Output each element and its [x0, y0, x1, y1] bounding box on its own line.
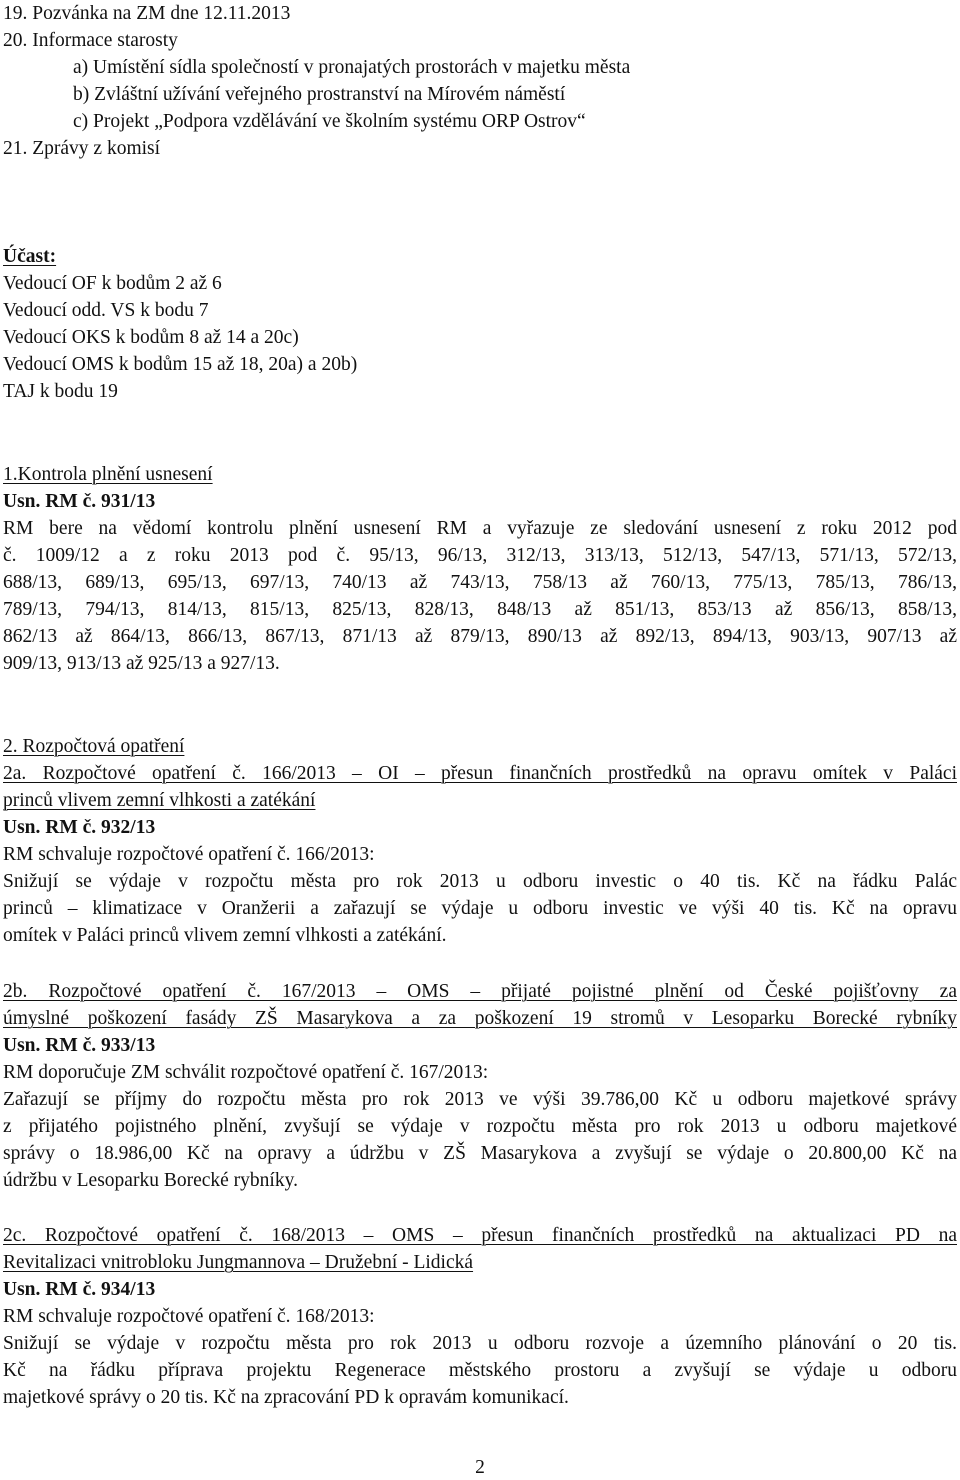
- section-1-resolution-number: Usn. RM č. 931/13: [3, 491, 156, 512]
- agenda-item-20b: b) Zvláštní užívání veřejného prostranství na Mírovém náměstí: [73, 84, 566, 105]
- measure-2c-title-cont: Revitalizaci vnitrobloku Jungmannova – Družební - Lidická: [3, 1252, 474, 1273]
- measure-2a-text-line: Snižují se výdaje v rozpočtu města pro rok 2013 u odboru investic o 40 tis. Kč na řádku Palác: [3, 871, 957, 892]
- measure-2c-resolution: RM schvaluje rozpočtové opatření č. 168/2013:: [3, 1306, 375, 1327]
- attendance-line: Vedoucí OKS k bodům 8 až 14 a 20c): [3, 327, 299, 348]
- attendance-heading: Účast:: [3, 246, 57, 267]
- measure-2a-text-line: omítek v Paláci princů vlivem zemní vlhkosti a zatékání.: [3, 925, 447, 946]
- page-number: 2: [475, 1457, 485, 1478]
- section-2-heading: 2. Rozpočtová opatření: [3, 736, 185, 757]
- agenda-item-20a: a) Umístění sídla společností v pronajatých prostorách v majetku města: [73, 57, 631, 78]
- measure-2b-text-line: údržbu v Lesoparku Borecké rybníky.: [3, 1170, 298, 1191]
- measure-2c-resolution-number: Usn. RM č. 934/13: [3, 1279, 156, 1300]
- agenda-item-19: 19. Pozvánka na ZM dne 12.11.2013: [3, 3, 291, 24]
- agenda-item-20c: c) Projekt „Podpora vzdělávání ve školním systému ORP Ostrov“: [73, 111, 586, 132]
- measure-2b-resolution-number: Usn. RM č. 933/13: [3, 1035, 156, 1056]
- section-1-text-line: 789/13, 794/13, 814/13, 815/13, 825/13, 828/13, 848/13 až 851/13, 853/13 až 856/13, 858/13,: [3, 599, 957, 620]
- measure-2b-title-cont: úmyslné poškození fasády ZŠ Masarykova a za poškození 19 stromů v Lesoparku Borecké rybníky: [3, 1008, 957, 1029]
- measure-2c-text-line: majetkové správy o 20 tis. Kč na zpracování PD k opravám komunikací.: [3, 1387, 569, 1408]
- measure-2b-text-line: z přijatého pojistného plnění, zvyšují se výdaje v rozpočtu města pro rok 2013 u odboru majetkové: [3, 1116, 957, 1137]
- measure-2c-text-line: Snižují se výdaje v rozpočtu města pro rok 2013 u odboru rozvoje a územního plánování o 20 tis.: [3, 1333, 957, 1354]
- measure-2b-text-line: správy o 18.986,00 Kč na opravy a údržbu v ZŠ Masarykova a zvyšují se výdaje o 20.800,00 Kč na: [3, 1143, 957, 1164]
- measure-2b-title: 2b. Rozpočtové opatření č. 167/2013 – OMS – přijaté pojistné plnění od České pojišťovny za: [3, 981, 957, 1002]
- measure-2a-resolution: RM schvaluje rozpočtové opatření č. 166/2013:: [3, 844, 375, 865]
- section-1-text-line: RM bere na vědomí kontrolu plnění usnesení RM a vyřazuje ze sledování usnesení z roku 2012 pod: [3, 518, 957, 539]
- attendance-line: Vedoucí odd. VS k bodu 7: [3, 300, 209, 321]
- attendance-line: TAJ k bodu 19: [3, 381, 118, 402]
- section-1-text-line: 688/13, 689/13, 695/13, 697/13, 740/13 až 743/13, 758/13 až 760/13, 775/13, 785/13, 786/13,: [3, 572, 957, 593]
- attendance-line: Vedoucí OMS k bodům 15 až 18, 20a) a 20b): [3, 354, 358, 375]
- measure-2c-text-line: Kč na řádku příprava projektu Regenerace městského prostoru a zvyšují se výdaje u odboru: [3, 1360, 957, 1381]
- section-1-text-line: 862/13 až 864/13, 866/13, 867/13, 871/13 až 879/13, 890/13 až 892/13, 894/13, 903/13, 907/13 až: [3, 626, 957, 647]
- agenda-item-21: 21. Zprávy z komisí: [3, 138, 161, 159]
- attendance-line: Vedoucí OF k bodům 2 až 6: [3, 273, 222, 294]
- section-1-heading: 1.Kontrola plnění usnesení: [3, 464, 213, 485]
- measure-2b-resolution: RM doporučuje ZM schválit rozpočtové opatření č. 167/2013:: [3, 1062, 489, 1083]
- measure-2a-title: 2a. Rozpočtové opatření č. 166/2013 – OI – přesun finančních prostředků na opravu omítek v Paláci: [3, 763, 957, 784]
- section-1-text-line: 909/13, 913/13 až 925/13 a 927/13.: [3, 653, 280, 674]
- measure-2a-text-line: princů – klimatizace v Oranžerii a zařazují se výdaje u odboru investic ve výši 40 tis. Kč na opravu: [3, 898, 957, 919]
- measure-2c-title: 2c. Rozpočtové opatření č. 168/2013 – OMS – přesun finančních prostředků na aktualizaci PD na: [3, 1225, 957, 1246]
- measure-2b-text-line: Zařazují se příjmy do rozpočtu města pro rok 2013 ve výši 39.786,00 Kč u odboru majetkové správy: [3, 1089, 957, 1110]
- agenda-item-20: 20. Informace starosty: [3, 30, 178, 51]
- measure-2a-title-cont: princů vlivem zemní vlhkosti a zatékání: [3, 790, 316, 811]
- section-1-text-line: č. 1009/12 a z roku 2013 pod č. 95/13, 96/13, 312/13, 313/13, 512/13, 547/13, 571/13, 572/13,: [3, 545, 957, 566]
- measure-2a-resolution-number: Usn. RM č. 932/13: [3, 817, 156, 838]
